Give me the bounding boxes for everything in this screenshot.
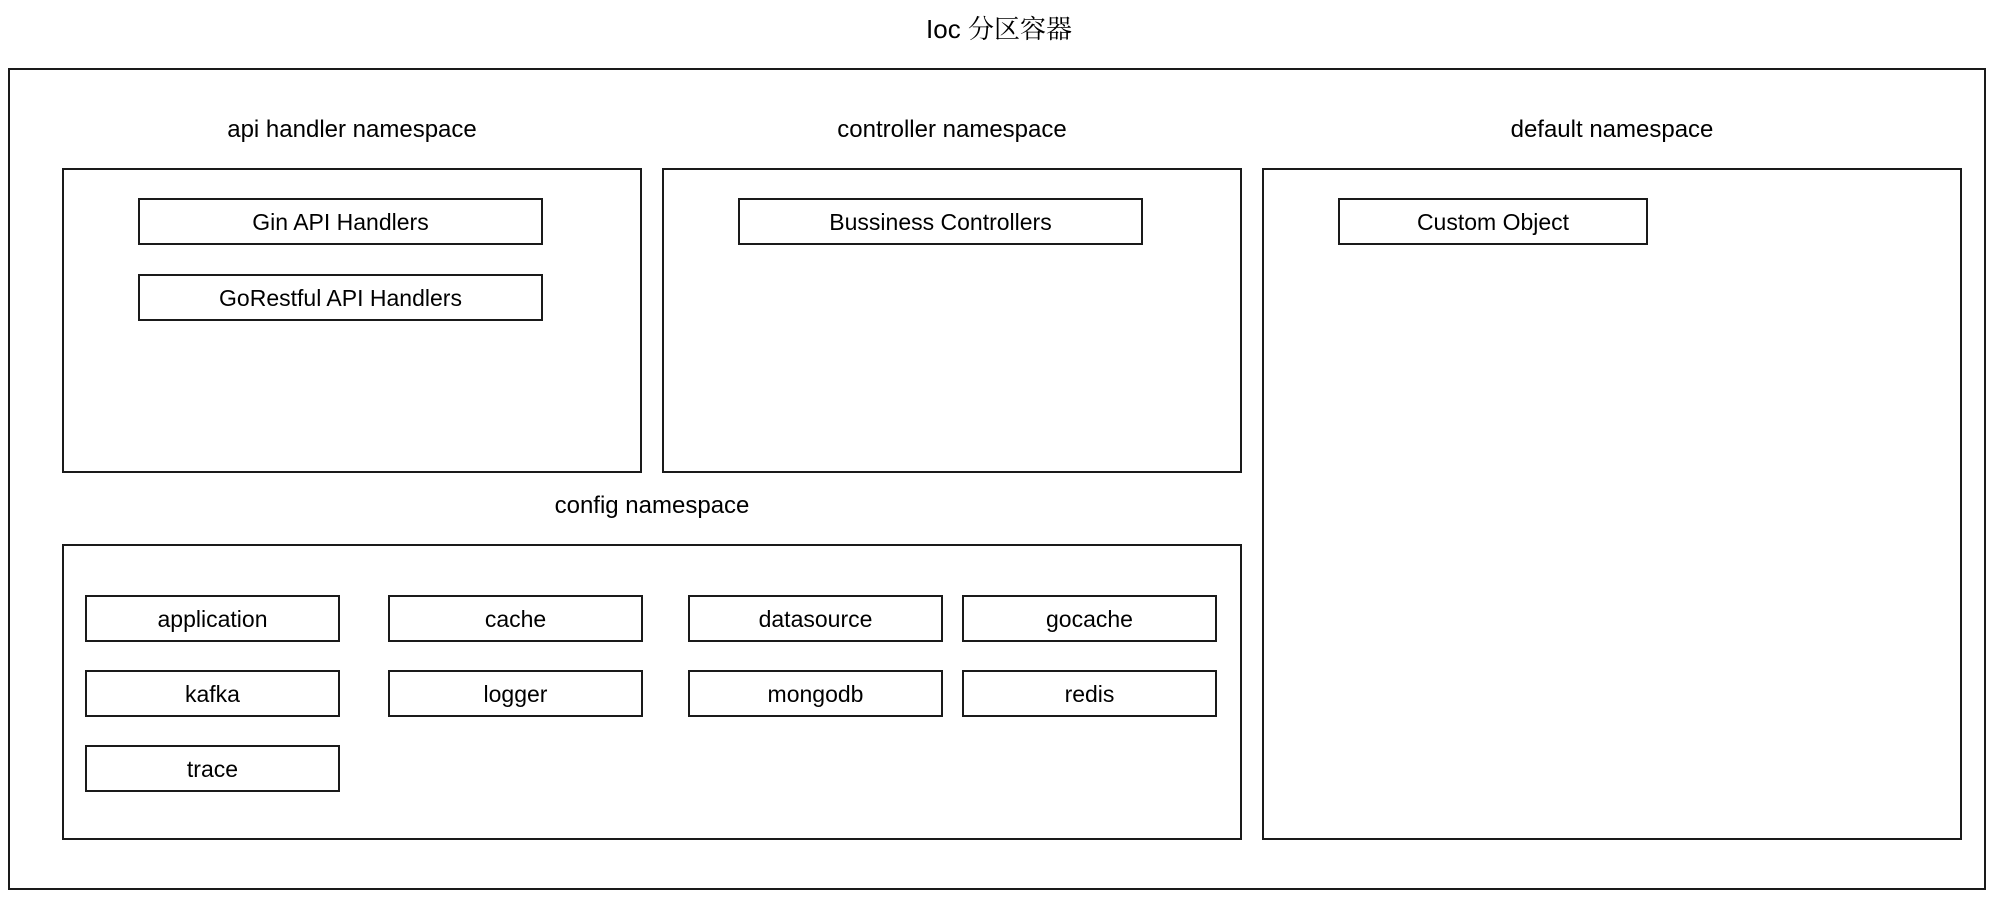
node-redis[interactable]: redis	[962, 670, 1217, 717]
diagram-title: Ioc 分区容器	[926, 14, 1072, 44]
node-gorestful-api-handlers[interactable]: GoRestful API Handlers	[138, 274, 543, 321]
node-gocache[interactable]: gocache	[962, 595, 1217, 642]
node-cache[interactable]: cache	[388, 595, 643, 642]
group-label-default-namespace: default namespace	[1510, 116, 1714, 143]
node-mongodb[interactable]: mongodb	[688, 670, 943, 717]
node-datasource[interactable]: datasource	[688, 595, 943, 642]
node-kafka[interactable]: kafka	[85, 670, 340, 717]
node-custom-object[interactable]: Custom Object	[1338, 198, 1648, 245]
node-trace[interactable]: trace	[85, 745, 340, 792]
node-bussiness-controllers[interactable]: Bussiness Controllers	[738, 198, 1143, 245]
node-gin-api-handlers[interactable]: Gin API Handlers	[138, 198, 543, 245]
group-label-config-namespace: config namespace	[554, 492, 750, 519]
node-logger[interactable]: logger	[388, 670, 643, 717]
group-label-api-handler-namespace: api handler namespace	[227, 116, 477, 143]
namespace-box-default	[1262, 168, 1962, 840]
node-application[interactable]: application	[85, 595, 340, 642]
group-label-controller-namespace: controller namespace	[837, 116, 1067, 143]
